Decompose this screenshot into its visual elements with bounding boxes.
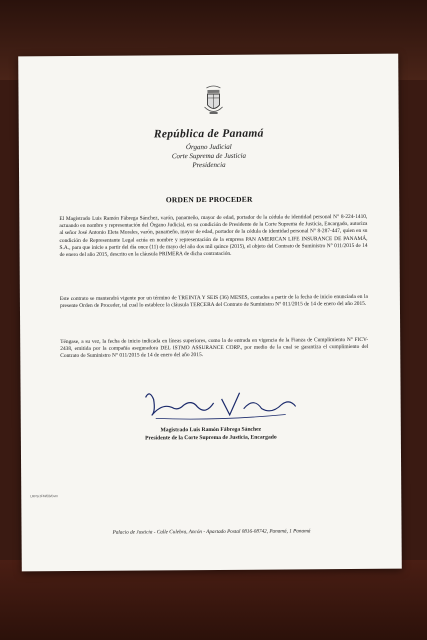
document-page	[18, 54, 402, 572]
header-organ: Órgano Judicial	[185, 142, 232, 152]
footer-address: Palacio de Justicia - Calle Culebra, Ancón - Apartado Postal 0816-08742, Panamá, 1 Panamá	[112, 528, 311, 536]
paragraph-authorization: El Magistrado Luis Ramón Fábrega Sánchez, varón, panameño, mayor de edad, portador de la cédula de identidad personal N° 8-224-1410, actuando en nombre y representación del Órgano Judicial, en su condición de Presidente de la Corte Suprema de Justicia, Encargado, autoriza al señor José Antonio Eleta Morales, varón, panameño, mayor de edad, portador de la cédula de identidad personal N° 8-287-447, quien en su condición de Representante Legal actúa en nombre y representación de la empresa PAN AMERICAN LIFE INSURANCE DE PANAMÁ, S.A., para que inicie a partir del día once (11) de mayo del año dos mil quince (2015), el objeto del Contrato de Suministro N° 011/2015 de 14 de enero del año 2015, descrito en la cláusula PRIMERA de dicha contratación.	[59, 213, 368, 259]
header-republic: República de Panamá	[153, 127, 264, 141]
header-court: Corte Suprema de Justicia	[171, 151, 247, 161]
document-title: ORDEN DE PROCEDER	[165, 194, 253, 205]
signer-name: Magistrado Luis Ramón Fábrega Sánchez	[160, 426, 262, 434]
handwritten-signature	[136, 384, 306, 425]
header-presidency: Presidencia	[192, 160, 226, 170]
paragraph-bond: Téngase, a su vez, la fecha de inicio indicada en líneas superiores, como la de entrada en vigencia de la Fianza de Cumplimiento N° FICV-2438, emitida por la compañía aseguradora DEL ISTMO ASSURANCE CORP., por medio de la cual se garantiza el cumplimiento del Contrato de Suministro N° 011/2015 de 14 de enero del año 2015.	[60, 336, 369, 360]
paragraph-term: Este contrato se mantendrá vigente por un término de TREINTA Y SEIS (36) MESES, contados a partir de la fecha de inicio enunciada en la presente Orden de Proceder, tal cual lo establece la cláusula TERCERA del Contrato de Suministro N° 011/2015 de 14 de enero del año 2015.	[59, 293, 368, 310]
signer-position: Presidente de la Corte Suprema de Justicia, Encargado	[145, 434, 277, 442]
background-bottom	[0, 560, 427, 640]
reference-code: LRFS/JFM/EB/Dvm	[30, 494, 59, 499]
coat-of-arms-icon	[201, 85, 225, 119]
